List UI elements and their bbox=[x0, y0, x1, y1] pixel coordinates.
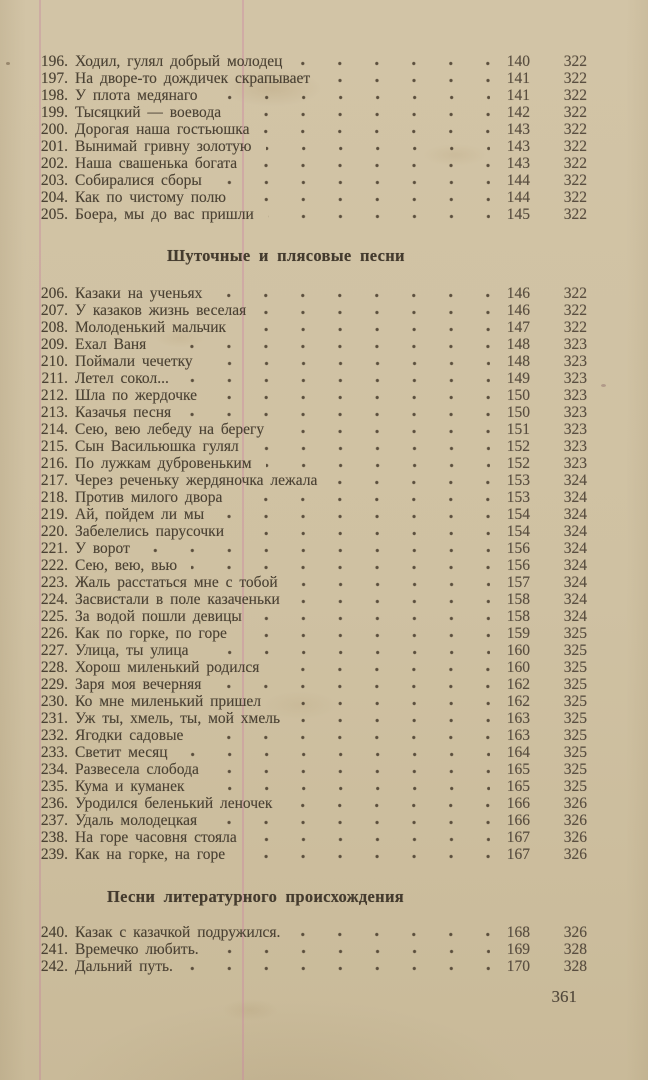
entry-title: Уродился беленький леночек bbox=[75, 795, 273, 812]
entry-number: 238. bbox=[40, 829, 68, 846]
entry-notes-page: 323 bbox=[563, 370, 587, 387]
entry-title: Как по горке, по горе bbox=[75, 625, 227, 642]
dot-leader bbox=[260, 310, 490, 315]
entry-number: 240. bbox=[40, 924, 68, 941]
entry-number: 237. bbox=[40, 812, 68, 829]
toc-entry-row bbox=[30, 455, 587, 472]
entry-title: Как по чистому полю bbox=[75, 189, 226, 206]
entry-page: 165 bbox=[506, 778, 530, 795]
entry-title: У ворот bbox=[75, 540, 130, 557]
toc-entry-row bbox=[30, 370, 587, 387]
entry-page: 143 bbox=[506, 155, 530, 172]
toc-entry-row bbox=[30, 761, 587, 778]
entry-number: 222. bbox=[40, 557, 68, 574]
entry-number: 224. bbox=[40, 591, 68, 608]
dot-leader bbox=[207, 361, 490, 366]
entry-page: 146 bbox=[506, 285, 530, 302]
section-heading: Песни литературного происхождения bbox=[107, 887, 405, 906]
entry-page: 152 bbox=[506, 455, 530, 472]
dot-leader bbox=[278, 429, 490, 434]
entry-page: 144 bbox=[506, 189, 530, 206]
paper-speck bbox=[6, 62, 10, 65]
entry-notes-page: 325 bbox=[563, 727, 587, 744]
dot-leader bbox=[199, 786, 491, 791]
entry-title: Улица, ты улица bbox=[75, 642, 189, 659]
dot-leader bbox=[273, 667, 490, 672]
entry-page: 156 bbox=[506, 540, 530, 557]
entry-page: 164 bbox=[506, 744, 530, 761]
entry-page: 153 bbox=[506, 489, 530, 506]
toc-entry-row bbox=[30, 206, 587, 223]
entry-notes-page: 324 bbox=[563, 489, 587, 506]
entry-page: 168 bbox=[506, 924, 530, 941]
entry-notes-page: 324 bbox=[563, 591, 587, 608]
toc-entry-row bbox=[30, 778, 587, 795]
toc-entry-row bbox=[30, 189, 587, 206]
dot-leader bbox=[212, 95, 490, 100]
dot-leader bbox=[240, 327, 490, 332]
toc-entry-row bbox=[30, 489, 587, 506]
entry-number: 214. bbox=[40, 421, 68, 438]
entry-number: 242. bbox=[40, 958, 68, 975]
dot-leader bbox=[296, 61, 490, 66]
entry-title: Сею, вею лебеду на берегу bbox=[75, 421, 265, 438]
dot-leader bbox=[331, 480, 490, 485]
entry-number: 203. bbox=[40, 172, 68, 189]
dot-leader bbox=[183, 378, 490, 383]
entry-number: 208. bbox=[40, 319, 68, 336]
toc-entry-row bbox=[30, 353, 587, 370]
toc-entry-row bbox=[30, 336, 587, 353]
dot-leader bbox=[292, 582, 490, 587]
entry-page: 148 bbox=[506, 336, 530, 353]
toc-entry-row bbox=[30, 472, 587, 489]
entry-notes-page: 324 bbox=[563, 540, 587, 557]
entry-notes-page: 328 bbox=[563, 958, 587, 975]
toc-entry-row bbox=[30, 421, 587, 438]
entry-notes-page: 323 bbox=[563, 353, 587, 370]
toc-entry-row bbox=[30, 625, 587, 642]
entry-title: Кума и куманек bbox=[75, 778, 185, 795]
entry-page: 152 bbox=[506, 438, 530, 455]
entry-title: На горе часовня стояла bbox=[75, 829, 237, 846]
entry-title: Против милого двора bbox=[75, 489, 223, 506]
entry-notes-page: 322 bbox=[563, 206, 587, 223]
entry-notes-page: 326 bbox=[563, 829, 587, 846]
entry-title: Ягодки садовые bbox=[75, 727, 184, 744]
toc-entry-row bbox=[30, 285, 587, 302]
toc-entry-row bbox=[30, 438, 587, 455]
entry-number: 218. bbox=[40, 489, 68, 506]
entry-number: 201. bbox=[40, 138, 68, 155]
entry-title: Молоденький мальчик bbox=[75, 319, 227, 336]
entry-notes-page: 322 bbox=[563, 138, 587, 155]
dot-leader bbox=[266, 146, 491, 151]
entry-notes-page: 326 bbox=[563, 812, 587, 829]
dot-leader bbox=[241, 633, 490, 638]
entry-notes-page: 324 bbox=[563, 523, 587, 540]
entry-number: 212. bbox=[40, 387, 68, 404]
dot-leader bbox=[266, 463, 490, 468]
entry-page: 148 bbox=[506, 353, 530, 370]
toc-entry-row bbox=[30, 829, 587, 846]
entry-number: 198. bbox=[40, 87, 68, 104]
dot-leader bbox=[294, 932, 490, 937]
toc-entry-row bbox=[30, 53, 587, 70]
toc-entry-row bbox=[30, 676, 587, 693]
dot-leader bbox=[213, 949, 490, 954]
entry-number: 219. bbox=[40, 506, 68, 523]
entry-page: 157 bbox=[506, 574, 530, 591]
entry-notes-page: 322 bbox=[563, 155, 587, 172]
toc-entry-row bbox=[30, 387, 587, 404]
entry-title: Заря моя вечерняя bbox=[75, 676, 202, 693]
dot-leader bbox=[275, 701, 490, 706]
entry-title: Дорогая наша гостьюшка bbox=[75, 121, 250, 138]
paper-speck bbox=[601, 384, 606, 387]
entry-number: 229. bbox=[40, 676, 68, 693]
toc-entry-row bbox=[30, 104, 587, 121]
entry-page: 163 bbox=[506, 727, 530, 744]
entry-page: 150 bbox=[506, 404, 530, 421]
entry-number: 232. bbox=[40, 727, 68, 744]
entry-notes-page: 322 bbox=[563, 70, 587, 87]
dot-leader bbox=[218, 514, 490, 519]
dot-leader bbox=[235, 112, 490, 117]
entry-page: 143 bbox=[506, 121, 530, 138]
entry-number: 234. bbox=[40, 761, 68, 778]
entry-number: 199. bbox=[40, 104, 68, 121]
entry-number: 228. bbox=[40, 659, 68, 676]
dot-leader bbox=[240, 197, 490, 202]
entry-number: 205. bbox=[40, 206, 68, 223]
toc-entry-row bbox=[30, 812, 587, 829]
entry-page: 144 bbox=[506, 172, 530, 189]
entry-title: Дальний путь. bbox=[75, 958, 173, 975]
toc-entry-row bbox=[30, 121, 587, 138]
entry-notes-page: 323 bbox=[563, 404, 587, 421]
toc-entry-row bbox=[30, 958, 587, 975]
entry-title: Шла по жердочке bbox=[75, 387, 198, 404]
entry-number: 231. bbox=[40, 710, 68, 727]
entry-number: 221. bbox=[40, 540, 68, 557]
entry-notes-page: 324 bbox=[563, 608, 587, 625]
entry-page: 149 bbox=[506, 370, 530, 387]
entry-title: Светит месяц bbox=[75, 744, 168, 761]
entry-page: 160 bbox=[506, 642, 530, 659]
entry-number: 213. bbox=[40, 404, 68, 421]
entry-title: Засвистали в поле казаченьки bbox=[75, 591, 280, 608]
entry-title: Забелелись парусочки bbox=[75, 523, 224, 540]
dot-leader bbox=[236, 497, 490, 502]
entry-number: 202. bbox=[40, 155, 68, 172]
entry-title: Хорош миленький родился bbox=[75, 659, 260, 676]
dot-leader bbox=[251, 163, 490, 168]
entry-notes-page: 322 bbox=[563, 302, 587, 319]
entry-title: Через реченьку жердяночка лежала bbox=[75, 472, 318, 489]
entry-title: Развесела слобода bbox=[75, 761, 199, 778]
entry-page: 142 bbox=[506, 104, 530, 121]
entry-page: 156 bbox=[506, 557, 530, 574]
entry-page: 160 bbox=[506, 659, 530, 676]
dot-leader bbox=[187, 966, 490, 971]
entry-number: 216. bbox=[40, 455, 68, 472]
entry-number: 207. bbox=[40, 302, 68, 319]
entry-page: 169 bbox=[506, 941, 530, 958]
entry-number: 235. bbox=[40, 778, 68, 795]
entry-title: Боера, мы до вас пришли bbox=[75, 206, 254, 223]
entry-page: 141 bbox=[506, 70, 530, 87]
dot-leader bbox=[216, 293, 490, 298]
entry-notes-page: 324 bbox=[563, 574, 587, 591]
entry-notes-page: 323 bbox=[563, 387, 587, 404]
entry-notes-page: 322 bbox=[563, 87, 587, 104]
toc-entry-row bbox=[30, 846, 587, 863]
toc-entry-row bbox=[30, 710, 587, 727]
toc-entry-row bbox=[30, 924, 587, 941]
dot-leader bbox=[203, 650, 490, 655]
entry-title: Жаль расстаться мне с тобой bbox=[75, 574, 278, 591]
dot-leader bbox=[185, 412, 490, 417]
entry-notes-page: 325 bbox=[563, 642, 587, 659]
entry-title: Вынимай гривну золотую bbox=[75, 138, 252, 155]
entry-page: 162 bbox=[506, 693, 530, 710]
toc-entry-row bbox=[30, 506, 587, 523]
toc-entry-row bbox=[30, 727, 587, 744]
entry-page: 145 bbox=[506, 206, 530, 223]
entry-title: Наша свашенька богата bbox=[75, 155, 238, 172]
dot-leader bbox=[238, 531, 490, 536]
entry-page: 165 bbox=[506, 761, 530, 778]
entry-number: 226. bbox=[40, 625, 68, 642]
entry-notes-page: 322 bbox=[563, 285, 587, 302]
entry-page: 163 bbox=[506, 710, 530, 727]
entry-page: 146 bbox=[506, 302, 530, 319]
dot-leader bbox=[182, 752, 490, 757]
entry-page: 141 bbox=[506, 87, 530, 104]
entry-number: 206. bbox=[40, 285, 68, 302]
entry-title: Сею, вею, вью bbox=[75, 557, 178, 574]
entry-page: 143 bbox=[506, 138, 530, 155]
dot-leader bbox=[160, 344, 490, 349]
entry-page: 166 bbox=[506, 795, 530, 812]
entry-notes-page: 324 bbox=[563, 557, 587, 574]
entry-number: 211. bbox=[41, 370, 68, 387]
entry-notes-page: 323 bbox=[563, 421, 587, 438]
toc-entry-row bbox=[30, 138, 587, 155]
entry-notes-page: 322 bbox=[563, 319, 587, 336]
entry-page: 167 bbox=[506, 846, 530, 863]
dot-leader bbox=[216, 180, 490, 185]
dot-leader bbox=[239, 854, 490, 859]
dot-leader bbox=[263, 129, 490, 134]
dot-leader bbox=[286, 803, 490, 808]
entry-title: Казачья песня bbox=[75, 404, 172, 421]
entry-title: Времечко любить. bbox=[75, 941, 199, 958]
entry-page: 151 bbox=[506, 421, 530, 438]
entry-page: 166 bbox=[506, 812, 530, 829]
toc-entry-row bbox=[30, 404, 587, 421]
entry-number: 236. bbox=[40, 795, 68, 812]
dot-leader bbox=[213, 769, 490, 774]
entry-title: По лужкам дубровеньким bbox=[75, 455, 252, 472]
entry-page: 167 bbox=[506, 829, 530, 846]
entry-title: Как на горке, на горе bbox=[75, 846, 226, 863]
entry-title: У плота медянаго bbox=[75, 87, 198, 104]
dot-leader bbox=[191, 565, 490, 570]
entry-page: 140 bbox=[506, 53, 530, 70]
entry-notes-page: 323 bbox=[563, 438, 587, 455]
entry-title: Ко мне миленький пришел bbox=[75, 693, 262, 710]
dot-leader bbox=[144, 548, 490, 553]
entry-page: 159 bbox=[506, 625, 530, 642]
entry-number: 225. bbox=[40, 608, 68, 625]
entry-notes-page: 325 bbox=[563, 676, 587, 693]
dot-leader bbox=[197, 735, 490, 740]
entry-notes-page: 322 bbox=[563, 53, 587, 70]
entry-number: 227. bbox=[40, 642, 68, 659]
entry-notes-page: 325 bbox=[563, 778, 587, 795]
toc-entry-row bbox=[30, 608, 587, 625]
entry-notes-page: 326 bbox=[563, 846, 587, 863]
entry-page: 162 bbox=[506, 676, 530, 693]
entry-number: 223. bbox=[40, 574, 68, 591]
toc-entry-row bbox=[30, 659, 587, 676]
table-of-contents bbox=[30, 53, 587, 975]
entry-notes-page: 324 bbox=[563, 506, 587, 523]
entry-page: 154 bbox=[506, 506, 530, 523]
section-heading: Шуточные и плясовые песни bbox=[167, 246, 405, 265]
entry-title: Казак с казачкой подружился. bbox=[75, 924, 281, 941]
entry-notes-page: 325 bbox=[563, 710, 587, 727]
entry-title: На дворе-то дождичек скрапывает bbox=[75, 70, 311, 87]
entry-page: 158 bbox=[506, 608, 530, 625]
entry-notes-page: 326 bbox=[563, 795, 587, 812]
entry-title: Ай, пойдем ли мы bbox=[75, 506, 205, 523]
toc-entry-row bbox=[30, 795, 587, 812]
toc-entry-row bbox=[30, 540, 587, 557]
entry-title: Ходил, гулял добрый молодец bbox=[75, 53, 283, 70]
entry-title: Удаль молодецкая bbox=[75, 812, 198, 829]
toc-entry-row bbox=[30, 693, 587, 710]
entry-notes-page: 322 bbox=[563, 172, 587, 189]
entry-page: 158 bbox=[506, 591, 530, 608]
toc-entry-row bbox=[30, 523, 587, 540]
entry-page: 150 bbox=[506, 387, 530, 404]
entry-title: Казаки на ученьях bbox=[75, 285, 203, 302]
page-number: 361 bbox=[551, 987, 577, 1006]
entry-notes-page: 325 bbox=[563, 744, 587, 761]
toc-entry-row bbox=[30, 941, 587, 958]
entry-number: 197. bbox=[40, 70, 68, 87]
entry-page: 154 bbox=[506, 523, 530, 540]
entry-title: Тысяцкий — воевода bbox=[75, 104, 222, 121]
toc-entry-row bbox=[30, 319, 587, 336]
entry-title: Поймали чечетку bbox=[75, 353, 193, 370]
entry-notes-page: 322 bbox=[563, 121, 587, 138]
dot-leader bbox=[211, 820, 490, 825]
entry-notes-page: 325 bbox=[563, 625, 587, 642]
entry-number: 233. bbox=[40, 744, 68, 761]
entry-number: 196. bbox=[40, 53, 68, 70]
dot-leader bbox=[211, 395, 490, 400]
entry-number: 210. bbox=[40, 353, 68, 370]
entry-notes-page: 322 bbox=[563, 189, 587, 206]
entry-title: Уж ты, хмель, ты, мой хмель bbox=[75, 710, 281, 727]
entry-number: 215. bbox=[40, 438, 68, 455]
entry-title: Сын Васильюшка гулял bbox=[75, 438, 239, 455]
entry-notes-page: 324 bbox=[563, 472, 587, 489]
entry-title: Собиралися сборы bbox=[75, 172, 202, 189]
toc-entry-row bbox=[30, 302, 587, 319]
entry-number: 204. bbox=[40, 189, 68, 206]
toc-entry-row bbox=[30, 70, 587, 87]
dot-leader bbox=[294, 599, 490, 604]
entry-notes-page: 322 bbox=[563, 104, 587, 121]
dot-leader bbox=[215, 684, 490, 689]
entry-number: 230. bbox=[40, 693, 68, 710]
entry-number: 220. bbox=[40, 523, 68, 540]
toc-entry-row bbox=[30, 642, 587, 659]
dot-leader bbox=[253, 446, 490, 451]
entry-page: 170 bbox=[506, 958, 530, 975]
entry-notes-page: 328 bbox=[563, 941, 587, 958]
dot-leader bbox=[256, 616, 490, 621]
toc-entry-row bbox=[30, 574, 587, 591]
entry-title: У казаков жизнь веселая bbox=[75, 302, 247, 319]
entry-notes-page: 325 bbox=[563, 761, 587, 778]
toc-entry-row bbox=[30, 87, 587, 104]
entry-title: Летел сокол... bbox=[75, 370, 169, 387]
entry-title: Ехал Ваня bbox=[75, 336, 147, 353]
toc-entry-row bbox=[30, 155, 587, 172]
entry-page: 147 bbox=[506, 319, 530, 336]
entry-number: 200. bbox=[40, 121, 68, 138]
toc-entry-row bbox=[30, 591, 587, 608]
entry-notes-page: 325 bbox=[563, 693, 587, 710]
entry-title: За водой пошли девицы bbox=[75, 608, 242, 625]
toc-entry-row bbox=[30, 744, 587, 761]
dot-leader bbox=[251, 837, 490, 842]
entry-number: 217. bbox=[40, 472, 68, 489]
entry-notes-page: 323 bbox=[563, 455, 587, 472]
entry-page: 153 bbox=[506, 472, 530, 489]
entry-number: 239. bbox=[40, 846, 68, 863]
toc-entry-row bbox=[30, 557, 587, 574]
dot-leader bbox=[268, 214, 490, 219]
entry-notes-page: 326 bbox=[563, 924, 587, 941]
entry-notes-page: 323 bbox=[563, 336, 587, 353]
toc-entry-row bbox=[30, 172, 587, 189]
entry-notes-page: 325 bbox=[563, 659, 587, 676]
entry-number: 209. bbox=[40, 336, 68, 353]
dot-leader bbox=[294, 718, 490, 723]
entry-number: 241. bbox=[40, 941, 68, 958]
dot-leader bbox=[324, 78, 490, 83]
